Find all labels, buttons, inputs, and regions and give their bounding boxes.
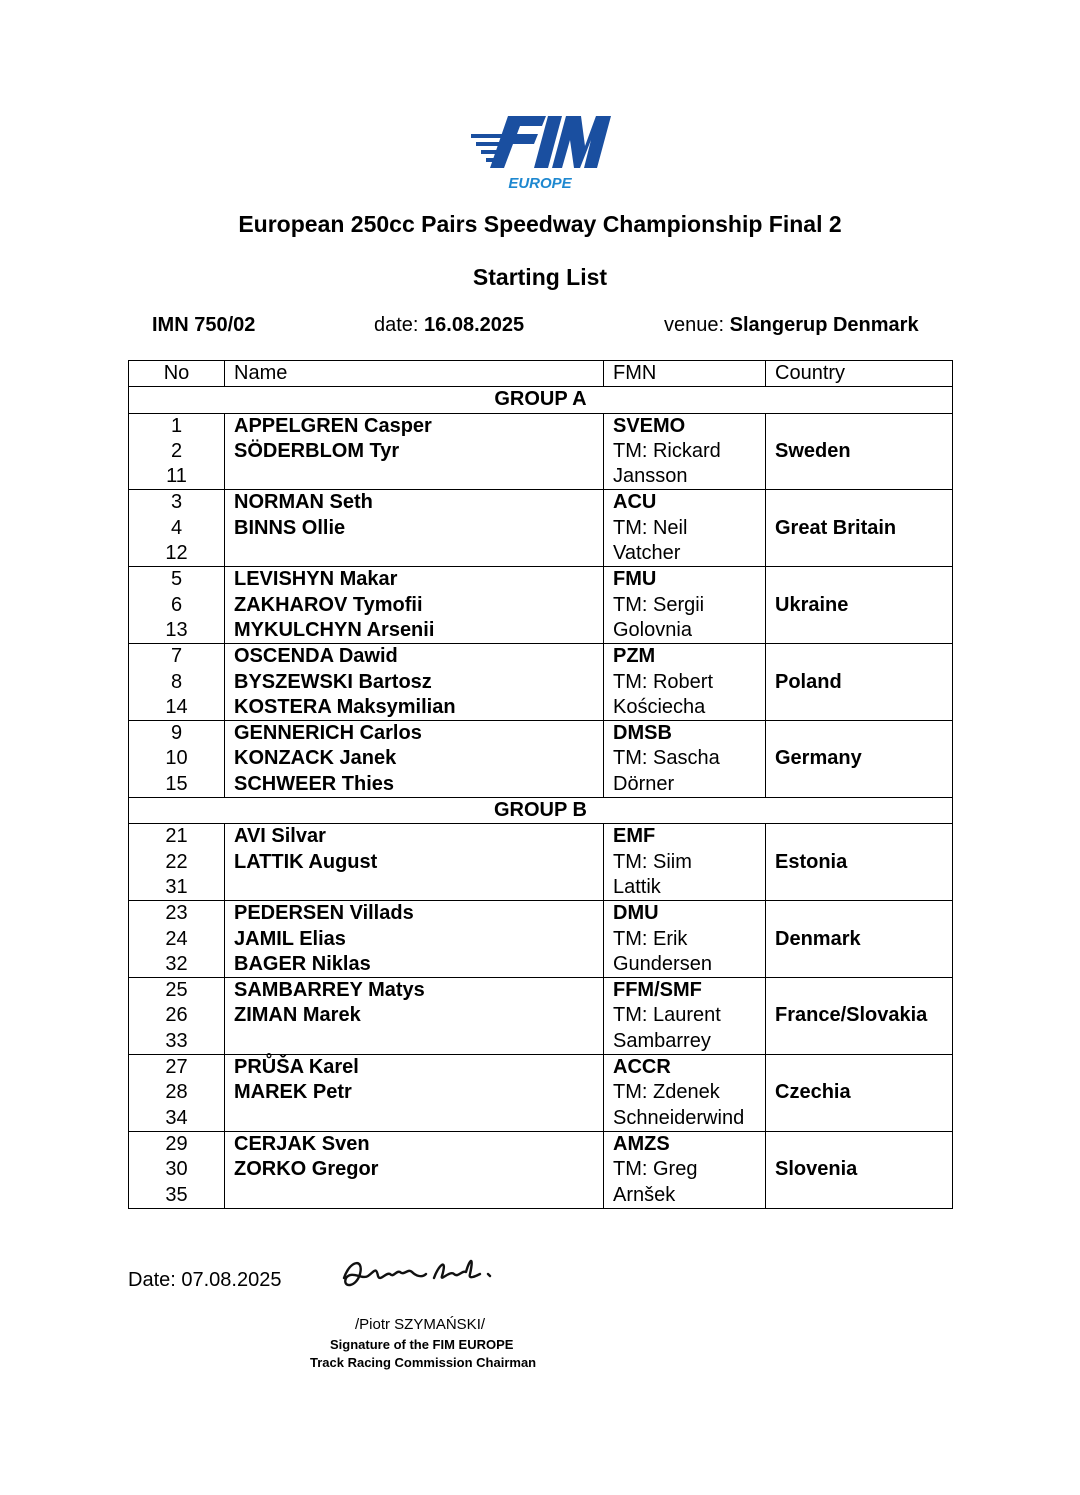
rider-number: 28 bbox=[165, 1081, 188, 1104]
table-header-row bbox=[129, 361, 953, 387]
team-manager-surname: Dörner bbox=[613, 772, 675, 795]
team-manager: TM: Zdenek bbox=[613, 1081, 720, 1104]
rider-name: CERJAK Sven bbox=[234, 1132, 370, 1155]
fmn-cell bbox=[604, 1131, 766, 1208]
rider-name: SAMBARREY Matys bbox=[234, 979, 425, 1002]
rider-name: SÖDERBLOM Tyr bbox=[234, 439, 400, 462]
rider-names bbox=[225, 490, 604, 567]
rider-name bbox=[234, 875, 603, 900]
rider-number: 3 bbox=[170, 491, 183, 514]
rider-number: 27 bbox=[165, 1056, 188, 1079]
team-manager: TM: Rickard bbox=[613, 439, 721, 462]
team-manager-surname: Jansson bbox=[613, 465, 688, 488]
rider-number: 8 bbox=[170, 670, 183, 693]
rider-number: 1 bbox=[170, 414, 183, 437]
rider-number: 31 bbox=[165, 875, 188, 898]
fmn-code: AMZS bbox=[613, 1132, 670, 1155]
country-cell: Ukraine bbox=[766, 567, 953, 644]
document-title: European 250cc Pairs Speedway Championship Final 2 bbox=[238, 211, 842, 237]
rider-numbers bbox=[129, 413, 225, 490]
rider-number: 23 bbox=[165, 902, 188, 925]
team-row bbox=[129, 644, 953, 721]
rider-number: 34 bbox=[165, 1106, 188, 1129]
rider-numbers bbox=[129, 1055, 225, 1132]
rider-number: 26 bbox=[165, 1004, 188, 1027]
rider-name: ZIMAN Marek bbox=[234, 1004, 361, 1027]
team-manager-surname: Sambarrey bbox=[613, 1029, 711, 1052]
rider-number: 30 bbox=[165, 1158, 188, 1181]
country-cell: Great Britain bbox=[766, 490, 953, 567]
team-row bbox=[129, 1131, 953, 1208]
fmn-cell bbox=[604, 413, 766, 490]
team-manager: TM: Siim bbox=[613, 850, 692, 873]
team-row bbox=[129, 721, 953, 798]
rider-numbers bbox=[129, 901, 225, 978]
rider-name: LATTIK August bbox=[234, 850, 378, 873]
event-venue: venue: Slangerup Denmark bbox=[664, 314, 919, 336]
team-manager: TM: Sergii bbox=[613, 593, 705, 616]
rider-name: PEDERSEN Villads bbox=[234, 902, 414, 925]
team-manager: TM: Neil bbox=[613, 516, 688, 539]
rider-numbers bbox=[129, 567, 225, 644]
group-label: GROUP A bbox=[129, 387, 953, 413]
fmn-cell bbox=[604, 721, 766, 798]
rider-name: PRŮŠA Karel bbox=[234, 1056, 359, 1079]
rider-number: 24 bbox=[165, 927, 188, 950]
fmn-code: ACCR bbox=[613, 1056, 671, 1079]
fmn-cell bbox=[604, 978, 766, 1055]
rider-name: MYKULCHYN Arsenii bbox=[234, 618, 435, 641]
country-cell: Germany bbox=[766, 721, 953, 798]
rider-name: JAMIL Elias bbox=[234, 927, 346, 950]
rider-name: BINNS Ollie bbox=[234, 516, 346, 539]
rider-number: 11 bbox=[166, 465, 187, 488]
rider-name: GENNERICH Carlos bbox=[234, 722, 422, 745]
team-manager-surname: Lattik bbox=[613, 875, 661, 898]
fmn-code: PZM bbox=[613, 645, 656, 668]
rider-number: 33 bbox=[165, 1029, 188, 1052]
fmn-code: SVEMO bbox=[613, 414, 686, 437]
country-cell: Estonia bbox=[766, 824, 953, 901]
svg-text:EUROPE: EUROPE bbox=[508, 175, 572, 192]
rider-number: 25 bbox=[165, 979, 188, 1002]
rider-name: AVI Silvar bbox=[234, 825, 326, 848]
rider-names bbox=[225, 644, 604, 721]
rider-name: KONZACK Janek bbox=[234, 747, 397, 770]
rider-names bbox=[225, 901, 604, 978]
signatory-role-line1: Signature of the FIM EUROPE bbox=[330, 1337, 514, 1352]
group-row bbox=[129, 387, 953, 413]
country-cell: Sweden bbox=[766, 413, 953, 490]
country-cell: France/Slovakia bbox=[766, 978, 953, 1055]
rider-names bbox=[225, 824, 604, 901]
rider-name: OSCENDA Dawid bbox=[234, 645, 398, 668]
rider-name: SCHWEER Thies bbox=[234, 772, 395, 795]
team-manager-surname: Golovnia bbox=[613, 618, 692, 641]
country-cell: Czechia bbox=[766, 1055, 953, 1132]
handwritten-signature bbox=[338, 1248, 508, 1296]
rider-names bbox=[225, 567, 604, 644]
header-name: Name bbox=[225, 361, 604, 387]
rider-number: 5 bbox=[170, 568, 183, 591]
fmn-cell bbox=[604, 824, 766, 901]
signatory-role-line2: Track Racing Commission Chairman bbox=[310, 1355, 537, 1370]
rider-names bbox=[225, 1055, 604, 1132]
team-manager: TM: Sascha bbox=[613, 747, 720, 770]
rider-numbers bbox=[129, 490, 225, 567]
rider-number: 12 bbox=[165, 542, 188, 565]
team-row bbox=[129, 1055, 953, 1132]
rider-name: KOSTERA Maksymilian bbox=[234, 695, 456, 718]
rider-name: ZAKHAROV Tymofii bbox=[234, 593, 423, 616]
rider-names bbox=[225, 413, 604, 490]
rider-name: BAGER Niklas bbox=[234, 952, 371, 975]
rider-numbers bbox=[129, 978, 225, 1055]
rider-number: 32 bbox=[165, 952, 188, 975]
rider-numbers bbox=[129, 824, 225, 901]
header-country: Country bbox=[766, 361, 953, 387]
signing-date: Date: 07.08.2025 bbox=[128, 1269, 282, 1291]
fmn-cell bbox=[604, 490, 766, 567]
rider-number: 6 bbox=[170, 593, 183, 616]
rider-name: MAREK Petr bbox=[234, 1081, 352, 1104]
team-manager: TM: Laurent bbox=[613, 1004, 721, 1027]
rider-number: 13 bbox=[165, 618, 188, 641]
fmn-cell bbox=[604, 901, 766, 978]
rider-number: 29 bbox=[165, 1132, 188, 1155]
rider-name bbox=[234, 464, 603, 489]
fmn-code: FMU bbox=[613, 568, 657, 591]
rider-name: BYSZEWSKI Bartosz bbox=[234, 670, 432, 693]
event-date: date: 16.08.2025 bbox=[374, 314, 525, 336]
rider-number: 10 bbox=[165, 747, 188, 770]
header-fmn: FMN bbox=[604, 361, 766, 387]
team-manager-surname: Kościecha bbox=[613, 695, 706, 718]
rider-name bbox=[234, 1029, 603, 1054]
team-row bbox=[129, 567, 953, 644]
team-manager-surname: Vatcher bbox=[613, 542, 681, 565]
document-subtitle: Starting List bbox=[472, 264, 608, 290]
rider-name: LEVISHYN Makar bbox=[234, 568, 398, 591]
rider-numbers bbox=[129, 644, 225, 721]
team-manager: TM: Erik bbox=[613, 927, 688, 950]
rider-number: 9 bbox=[170, 722, 183, 745]
rider-names bbox=[225, 978, 604, 1055]
fmn-code: DMSB bbox=[613, 722, 672, 745]
rider-number: 35 bbox=[165, 1183, 188, 1206]
rider-names bbox=[225, 1131, 604, 1208]
rider-name: APPELGREN Casper bbox=[234, 414, 432, 437]
fmn-code: DMU bbox=[613, 902, 659, 925]
rider-name bbox=[234, 1106, 603, 1131]
country-cell: Poland bbox=[766, 644, 953, 721]
fim-europe-logo bbox=[468, 112, 613, 192]
team-row bbox=[129, 413, 953, 490]
fmn-cell bbox=[604, 644, 766, 721]
team-row bbox=[129, 978, 953, 1055]
rider-number: 7 bbox=[170, 645, 183, 668]
rider-number: 2 bbox=[170, 439, 183, 462]
rider-numbers bbox=[129, 1131, 225, 1208]
country-cell: Denmark bbox=[766, 901, 953, 978]
rider-number: 21 bbox=[165, 825, 188, 848]
team-row bbox=[129, 490, 953, 567]
rider-name: NORMAN Seth bbox=[234, 491, 373, 514]
team-row bbox=[129, 901, 953, 978]
fmn-code: FFM/SMF bbox=[613, 979, 702, 1002]
rider-number: 4 bbox=[170, 516, 183, 539]
imn-number: IMN 750/02 bbox=[152, 314, 256, 336]
group-label: GROUP B bbox=[129, 798, 953, 824]
team-row bbox=[129, 824, 953, 901]
team-manager: TM: Robert bbox=[613, 670, 714, 693]
group-row bbox=[129, 798, 953, 824]
rider-number: 14 bbox=[165, 695, 188, 718]
rider-numbers bbox=[129, 721, 225, 798]
fmn-cell bbox=[604, 1055, 766, 1132]
country-cell: Slovenia bbox=[766, 1131, 953, 1208]
header-no: No bbox=[129, 361, 225, 387]
team-manager: TM: Greg bbox=[613, 1158, 698, 1181]
rider-name bbox=[234, 1183, 603, 1208]
rider-number: 15 bbox=[165, 772, 188, 795]
fmn-code: ACU bbox=[613, 491, 657, 514]
rider-name: ZORKO Gregor bbox=[234, 1158, 379, 1181]
rider-number: 22 bbox=[165, 850, 188, 873]
rider-name bbox=[234, 541, 603, 566]
fmn-cell bbox=[604, 567, 766, 644]
starting-list-table bbox=[128, 360, 953, 1209]
team-manager-surname: Arnšek bbox=[613, 1183, 676, 1206]
team-manager-surname: Schneiderwind bbox=[613, 1106, 745, 1129]
rider-names bbox=[225, 721, 604, 798]
signatory-name: /Piotr SZYMAŃSKI/ bbox=[355, 1316, 486, 1333]
fmn-code: EMF bbox=[613, 825, 656, 848]
team-manager-surname: Gundersen bbox=[613, 952, 712, 975]
